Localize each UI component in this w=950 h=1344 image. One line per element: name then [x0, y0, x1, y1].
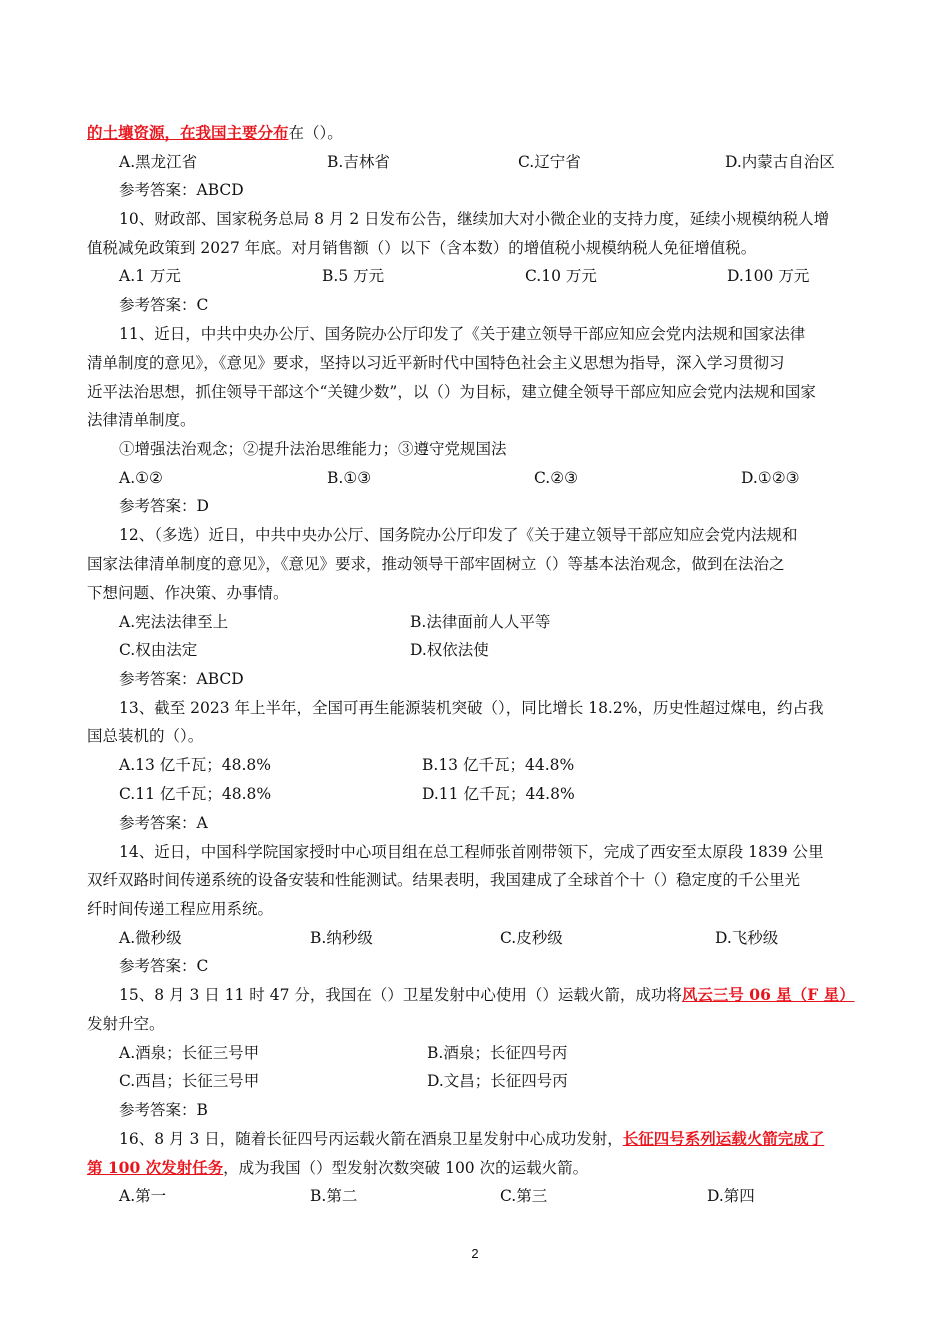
q16-highlight-2: 第 100 次发射任务 [87, 1158, 224, 1177]
q14-option-d: D.飞秒级 [715, 929, 779, 947]
q15-option-c: C.西昌；长征三号甲 [119, 1072, 260, 1090]
q14-option-c: C.皮秒级 [500, 929, 563, 947]
q14-line-3: 纤时间传递工程应用系统。 [87, 900, 274, 918]
q10-line-2: 值税减免政策到 2027 年底。对月销售额（）以下（含本数）的增值税小规模纳税人免征增值税。 [87, 239, 757, 257]
q12-line-1: 12、（多选）近日，中共中央办公厅、国务院办公厅印发了《关于建立领导干部应知应会党内法规和 [119, 526, 798, 544]
q12-option-b: B.法律面前人人平等 [410, 613, 551, 631]
q10-option-a: A.1 万元 [119, 267, 181, 285]
q9-stem-rest: 在（）。 [288, 124, 343, 142]
q11-option-d: D.①②③ [741, 469, 800, 487]
q10-line-1: 10、财政部、国家税务总局 8 月 2 日发布公告，继续加大对小微企业的支持力度，延续小规模纳税人增 [119, 210, 830, 228]
q10-option-d: D.100 万元 [727, 267, 810, 285]
q16-option-d: D.第四 [707, 1187, 755, 1205]
q11-option-a: A.①② [119, 469, 163, 487]
q12-option-c: C.权由法定 [119, 641, 198, 659]
q12-option-a: A.宪法法律至上 [119, 613, 229, 631]
q16-option-c: C.第三 [500, 1187, 548, 1205]
q9-option-a: A.黑龙江省 [119, 153, 198, 171]
q14-line-2: 双纤双路时间传递系统的设备安装和性能测试。结果表明，我国建成了全球首个十（）稳定度的千公里光 [87, 871, 801, 889]
q10-option-c: C.10 万元 [525, 267, 597, 285]
q15-answer: 参考答案：B [119, 1101, 208, 1119]
q10-option-b: B.5 万元 [322, 267, 385, 285]
q16-line-2-text: ，成为我国（）型发射次数突破 100 次的运载火箭。 [223, 1159, 589, 1177]
q13-line-2: 国总装机的（）。 [87, 727, 204, 745]
q9-stem-tail [87, 123, 343, 143]
q11-line-1: 11、近日，中共中央办公厅、国务院办公厅印发了《关于建立领导干部应知应会党内法规和国家法律 [119, 325, 806, 343]
page-number: 2 [471, 1246, 479, 1261]
q15-option-d: D.文昌；长征四号丙 [427, 1072, 568, 1090]
q11-line-2: 清单制度的意见》，《意见》要求，坚持以习近平新时代中国特色社会主义思想为指导，深入学习贯彻习 [87, 354, 785, 372]
q13-line-1: 13、截至 2023 年上半年，全国可再生能源装机突破（），同比增长 18.2%，历史性超过煤电，约占我 [119, 699, 824, 717]
q9-answer: 参考答案：ABCD [119, 181, 244, 199]
q14-answer: 参考答案：C [119, 957, 209, 975]
q10-answer: 参考答案：C [119, 296, 209, 314]
q9-option-d: D.内蒙古自治区 [725, 153, 835, 171]
q12-option-d: D.权依法使 [410, 641, 489, 659]
q15-option-b: B.酒泉；长征四号丙 [427, 1044, 568, 1062]
q13-option-b: B.13 亿千瓦；44.8% [422, 756, 575, 774]
q16-line-2 [87, 1158, 588, 1178]
q16-option-a: A.第一 [119, 1187, 167, 1205]
q13-option-a: A.13 亿千瓦；48.8% [119, 756, 272, 774]
q9-highlight: 的土壤资源，在我国主要分布 [87, 123, 289, 142]
q16-option-b: B.第二 [310, 1187, 358, 1205]
q11-option-b: B.①③ [327, 469, 372, 487]
q11-answer: 参考答案：D [119, 497, 209, 515]
q15-option-a: A.酒泉；长征三号甲 [119, 1044, 260, 1062]
q13-answer: 参考答案：A [119, 814, 208, 832]
q12-line-3: 下想问题、作决策、办事情。 [87, 584, 289, 602]
q14-line-1: 14、近日，中国科学院国家授时中心项目组在总工程师张首刚带领下，完成了西安至太原段 1839 公里 [119, 843, 824, 861]
q9-option-b: B.吉林省 [327, 153, 390, 171]
q13-option-d: D.11 亿千瓦；44.8% [422, 785, 575, 803]
q16-highlight-1: 长征四号系列运载火箭完成了 [622, 1129, 825, 1148]
q11-line-4: 法律清单制度。 [87, 411, 196, 429]
q14-option-b: B.纳秒级 [310, 929, 373, 947]
q15-line-1-text: 15、8 月 3 日 11 时 47 分，我国在（）卫星发射中心使用（）运载火箭，成功将 [119, 986, 682, 1004]
q13-option-c: C.11 亿千瓦；48.8% [119, 785, 272, 803]
q12-answer: 参考答案：ABCD [119, 670, 244, 688]
q11-items: ①增强法治观念；②提升法治思维能力；③遵守党规国法 [119, 440, 507, 458]
q15-line-1 [119, 985, 855, 1005]
q14-option-a: A.微秒级 [119, 929, 182, 947]
q12-line-2: 国家法律清单制度的意见》，《意见》要求，推动领导干部牢固树立（）等基本法治观念，做到在法治之 [87, 555, 785, 573]
q15-highlight: 风云三号 06 星（F 星） [681, 985, 855, 1004]
q16-line-1-text: 16、8 月 3 日，随着长征四号丙运载火箭在酒泉卫星发射中心成功发射， [119, 1130, 623, 1148]
q11-option-c: C.②③ [534, 469, 579, 487]
q15-line-2: 发射升空。 [87, 1015, 165, 1033]
q16-line-1 [119, 1129, 824, 1149]
q11-line-3: 近平法治思想，抓住领导干部这个“关键少数”，以（）为目标，建立健全领导干部应知应会党内法规和国家 [87, 383, 816, 401]
q9-option-c: C.辽宁省 [518, 153, 581, 171]
